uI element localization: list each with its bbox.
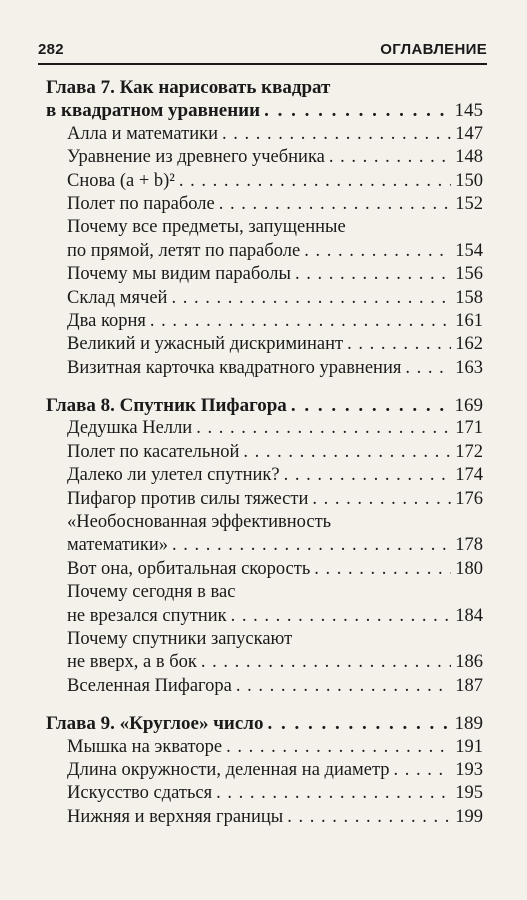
toc-entry: [46, 170, 483, 193]
toc-entry: [46, 333, 483, 356]
toc-entry: [46, 782, 483, 805]
toc-entry: [46, 146, 483, 169]
entry-title: Склад мячей: [67, 287, 168, 308]
chapter-heading: [46, 99, 483, 122]
dot-leader: [201, 651, 451, 674]
entry-page-number: 169: [454, 395, 483, 417]
toc-entry: [46, 357, 483, 380]
entry-page-number: 161: [455, 310, 483, 331]
entry-page-number: 172: [455, 441, 483, 462]
entry-title: Визитная карточка квадратного уравнения: [67, 357, 402, 378]
entry-page-number: 158: [455, 287, 483, 308]
entry-title: Почему мы видим параболы: [67, 264, 291, 285]
toc-entry: [46, 759, 483, 782]
dot-leader: [287, 806, 451, 829]
dot-leader: [196, 417, 451, 440]
entry-title-line: Почему все предметы, запущенные: [67, 217, 346, 238]
dot-leader: [267, 712, 450, 735]
toc-entry: [46, 263, 483, 286]
entry-title: Снова (a + b)²: [67, 170, 175, 191]
entry-title: Вселенная Пифагора: [67, 675, 232, 696]
chapter-gap: [46, 380, 483, 394]
entry-title: Далеко ли улетел спутник?: [67, 465, 280, 486]
toc-entry: [46, 736, 483, 759]
entry-title: не вверх, а в бок: [67, 652, 197, 673]
dot-leader: [394, 759, 451, 782]
entry-page-number: 171: [455, 418, 483, 439]
entry-page-number: 152: [455, 193, 483, 214]
dot-leader: [405, 357, 451, 380]
toc-entry: [46, 651, 483, 674]
entry-page-number: 145: [454, 100, 483, 122]
dot-leader: [347, 333, 451, 356]
header-rule: [38, 63, 487, 65]
entry-title: по прямой, летят по параболе: [67, 240, 301, 261]
toc-entry: [46, 806, 483, 829]
entry-title: Уравнение из древнего учебника: [67, 147, 325, 168]
dot-leader: [329, 146, 451, 169]
entry-page-number: 180: [455, 558, 483, 579]
entry-page-number: 193: [455, 759, 483, 780]
entry-title: Нижняя и верхняя границы: [67, 806, 284, 827]
entry-title: Полет по касательной: [67, 441, 240, 462]
entry-page-number: 174: [455, 465, 483, 486]
entry-title: Глава 8. Спутник Пифагора: [46, 395, 287, 417]
toc-entry: [46, 123, 483, 146]
dot-leader: [243, 441, 451, 464]
toc-entry: [46, 310, 483, 333]
entry-title: Длина окружности, деленная на диаметр: [67, 759, 390, 780]
entry-page-number: 199: [455, 806, 483, 827]
chapter-heading: [46, 712, 483, 735]
toc-entry: [46, 240, 483, 263]
entry-title: Два корня: [67, 310, 146, 331]
entry-title: Пифагор против силы тяжести: [67, 488, 309, 509]
dot-leader: [216, 782, 451, 805]
chapter-title-line: Глава 7. Как нарисовать квадрат: [46, 77, 331, 98]
entry-page-number: 147: [455, 123, 483, 144]
dot-leader: [264, 99, 450, 122]
toc-entry: [46, 193, 483, 216]
dot-leader: [236, 675, 451, 698]
toc-entry: [46, 441, 483, 464]
dot-leader: [314, 558, 451, 581]
entry-page-number: 176: [455, 488, 483, 509]
dot-leader: [171, 287, 451, 310]
entry-page-number: 156: [455, 264, 483, 285]
entry-title: Глава 9. «Круглое» число: [46, 713, 264, 735]
entry-title-line: «Необоснованная эффективность: [67, 512, 332, 533]
entry-page-number: 186: [455, 652, 483, 673]
entry-title-line: Почему сегодня в вас: [67, 582, 236, 603]
entry-title: не врезался спутник: [67, 605, 227, 626]
entry-page-number: 178: [455, 535, 483, 556]
dot-leader: [150, 310, 451, 333]
entry-title: Полет по параболе: [67, 193, 215, 214]
entry-title: математики»: [67, 535, 169, 556]
entry-page-number: 191: [455, 736, 483, 757]
entry-title: Алла и математики: [67, 123, 218, 144]
entry-title-line: Почему спутники запускают: [67, 628, 293, 649]
page-header: [38, 34, 487, 58]
entry-page-number: 150: [455, 170, 483, 191]
dot-leader: [179, 170, 451, 193]
entry-title: в квадратном уравнении: [46, 100, 261, 122]
toc-entry: [46, 488, 483, 511]
toc-entry: [46, 675, 483, 698]
dot-leader: [222, 123, 451, 146]
entry-title: Великий и ужасный дискриминант: [67, 334, 344, 355]
entry-title: Искусство сдаться: [67, 783, 213, 804]
toc-entry: [46, 417, 483, 440]
entry-page-number: 187: [455, 675, 483, 696]
entry-page-number: 163: [455, 357, 483, 378]
toc-entry: [46, 464, 483, 487]
dot-leader: [172, 534, 451, 557]
entry-page-number: 189: [454, 713, 483, 735]
toc-entry: [46, 605, 483, 628]
entry-page-number: 162: [455, 334, 483, 355]
dot-leader: [231, 605, 451, 628]
entry-page-number: 184: [455, 605, 483, 626]
entry-page-number: 154: [455, 240, 483, 261]
toc-entry: [46, 558, 483, 581]
dot-leader: [219, 193, 451, 216]
toc-entry: [46, 534, 483, 557]
entry-page-number: 195: [455, 783, 483, 804]
entry-page-number: 148: [455, 147, 483, 168]
entry-title: Вот она, орбитальная скорость: [67, 558, 311, 579]
page-number: 282: [38, 41, 64, 58]
entry-title: Дедушка Нелли: [67, 418, 193, 439]
table-of-contents: [46, 76, 483, 829]
dot-leader: [312, 488, 451, 511]
dot-leader: [291, 394, 451, 417]
entry-title: Мышка на экваторе: [67, 736, 223, 757]
chapter-gap: [46, 698, 483, 712]
toc-entry: [46, 287, 483, 310]
dot-leader: [295, 263, 451, 286]
dot-leader: [226, 736, 451, 759]
dot-leader: [304, 240, 451, 263]
chapter-heading: [46, 394, 483, 417]
section-title: ОГЛАВЛЕНИЕ: [380, 41, 487, 58]
dot-leader: [284, 464, 451, 487]
